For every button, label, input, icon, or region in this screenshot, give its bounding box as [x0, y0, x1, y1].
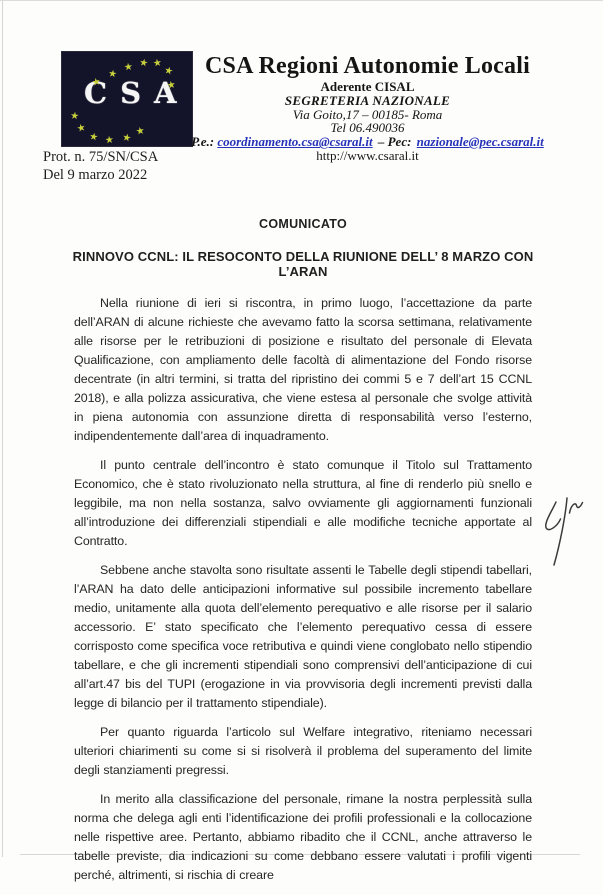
email-pec-link[interactable]: nazionale@pec.csaral.it: [416, 134, 544, 150]
contacts-line: [185, 135, 550, 149]
affiliation-line: Aderente CISAL: [320, 79, 415, 94]
star-icon: [91, 77, 103, 89]
csa-logo: [62, 52, 192, 146]
office-line: SEGRETERIA NAZIONALE: [284, 92, 451, 108]
paragraph: Sebbene anche stavolta sono risultate assenti le Tabelle degli stipendi tabellari, l’ARAN ha dato delle anticipazioni informative sul possibile incremento tabellare medio, unitamente alla quota dell’elemento perequativo e alle risorse per il salario accessorio. E’ stato specificato che l’elemento perequativo cessa di essere corrisposto come specifica voce retributiva e quindi viene conglobato nello stipendio tabellare, e che gli incrementi stipendiali sono comprensivi dell’anticipazione di cui all’art.47 bis del TUPI (erogazione in via provvisoria degli incrementi previsti dalla legge di bilancio per il trattamento stipendiale).: [74, 563, 532, 710]
star-icon: [152, 58, 163, 69]
phone-line: Tel 06.490036: [330, 120, 405, 136]
star-icon: [70, 112, 81, 123]
csa-logo-letters: CSA: [84, 76, 190, 110]
website-line: http://www.csaral.it: [316, 147, 419, 163]
address-line: Via Goito,17 – 00185- Roma: [292, 106, 443, 122]
paragraph: In merito alla classificazione del personale, rimane la nostra perplessità sulla norma che delega agli enti l’identificazione dei profili professionali e la collocazione nelle rispettive aree. Pertanto, abbiamo ribadito che il CCNL, anche attraverso le tabelle previste, dia indicazioni su come debbano essere valutati i profili vigenti perché, altrimenti, si rischia di creare: [74, 792, 532, 882]
document-kicker: COMUNICATO: [259, 217, 347, 231]
protocol-date: Del 9 marzo 2022: [43, 167, 148, 183]
star-icon: [76, 123, 88, 135]
handwritten-mark: [530, 486, 590, 571]
star-icon: [88, 132, 100, 144]
star-icon: [138, 58, 150, 70]
paragraph: Il punto centrale dell’incontro è stato comunque il Titolo sul Trattamento Economico, che è stato rivoluzionato nella struttura, al fine di renderlo più snello e leggibile, ma non nella sostanza, salvo ovviamente gli aggiornamenti funzionali all’introduzione dei differenziali stipendiali e alle modifiche tecniche apportate al Contratto.: [74, 458, 532, 548]
star-icon: [135, 126, 147, 138]
star-icon: [105, 136, 116, 147]
letterhead: [185, 53, 550, 163]
scan-edge-line: [2, 0, 3, 857]
email-primary-link[interactable]: coordinamento.csa@csaral.it: [217, 134, 373, 150]
star-icon: [166, 80, 178, 92]
document-title: RINNOVO CCNL: IL RESOCONTO DELLA RIUNIONE DELL’ 8 MARZO CON L’ARAN: [72, 249, 534, 279]
star-icon: [121, 133, 133, 145]
document-body: [74, 294, 532, 895]
scan-edge-line: [0, 0, 603, 1]
organization-name: CSA Regioni Autonomie Locali: [205, 53, 530, 79]
protocol-stamp: [43, 148, 158, 184]
paragraph: Per quanto riguarda l’articolo sul Welfare integrativo, riteniamo necessari ulteriori chiarimenti su come si si risolverà il problema del superamento del limite degli stanziamenti pregressi.: [74, 725, 532, 777]
pec-label: – Pec:: [377, 134, 412, 150]
star-icon: [107, 69, 118, 80]
star-icon: [124, 63, 135, 74]
protocol-number: Prot. n. 75/SN/CSA: [43, 149, 159, 165]
paragraph: Nella riunione di ieri si riscontra, in primo luogo, l’accettazione da parte dell’ARAN di alcune richieste che avevamo fatto la scorsa settimana, relativamente alle risorse per le retribuzioni di posizione e risultato del personale di Elevata Qualificazione, con ampliamento delle facoltà di alimentazione del Fondo risorse decentrate (in altri termini, si tratta del ripristino dei commi 5 e 7 dell’art 15 CCNL 2018), e alla polizza assicurativa, che viene estesa al personale che svolge attività in piena autonomia con assunzione diretta di responsabilità verso l’esterno, indipendentemente dall’area di inquadramento.: [74, 296, 532, 443]
pe-label: P.e.:: [191, 134, 215, 150]
